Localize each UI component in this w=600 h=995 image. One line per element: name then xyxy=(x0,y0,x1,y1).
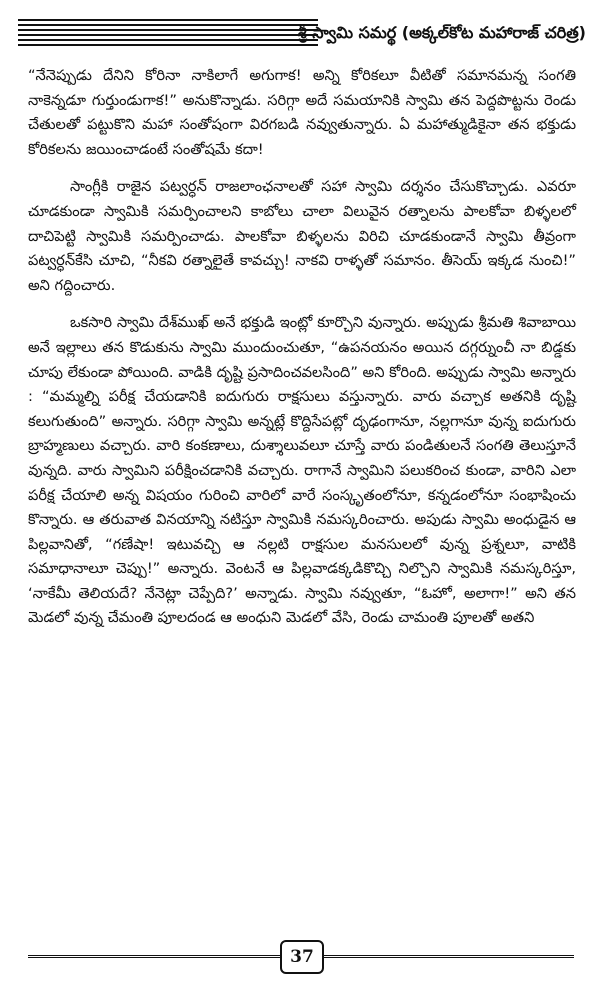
footer-rule xyxy=(28,955,280,958)
paragraph: ఒకసారి స్వామి దేశ్‌ముఖ్ అనే భక్తుడి ఇంట్లో కూర్చొని వున్నారు. అప్పుడు శ్రీమతి శివాబాయి అనే ఇల్లాలు తన కొడుకును స్వామి ముందుంచుతూ, “ఉపనయనం అయిన దగ్గర్నుంచీ నా బిడ్డకు చూపు లేకుండా పోయింది. వాడికి దృష్టి ప్రసాదించవలసింది” అని కోరింది. అప్పుడు స్వామి అన్నారు : “మమ్మల్ని పరీక్ష చేయడానికి ఐదుగురు రాక్షసులు వస్తున్నారు. వారు వచ్చాక అతనికి దృష్టి కలుగుతుంది” అన్నారు. సరిగ్గా స్వామి అన్నట్లే కొద్దిసేపట్లో దృఢంగానూ, నల్లగానూ వున్న ఐదుగురు బ్రాహ్మణులు వచ్చారు. వారి కంకణాలు, దుశ్శాలువలూ చూస్తే వారు పండితులనే సంగతి తెలుస్తూనే వున్నది. వారు స్వామిని పరీక్షించడానికి వచ్చారు. రాగానే స్వామిని పలుకరించ కుండా, వారిని ఎలా పరీక్ష చేయాలి అన్న విషయం గురించి వారిలో వారే సంస్కృతంలోనూ, కన్నడంలోనూ సంభాషించు కొన్నారు. ఆ తరువాత వినయాన్ని నటిస్తూ స్వామికి నమస్కరించారు. అపుడు స్వామి అంధుడైన ఆ పిల్లవానితో, “గణేషా! ఇటువచ్చి ఆ నల్లటి రాక్షసుల మనసులలో వున్న ప్రశ్నలూ, వాటికి సమాధానాలూ చెప్పు!” అన్నారు. వెంటనే ఆ పిల్లవాడక్కడికొచ్చి నిల్చొని స్వామికి నమస్కరిస్తూ, ‘నాకేమీ తెలియదే? నేనెట్లా చెప్పేది?’ అన్నాడు. స్వామి నవ్వుతూ, “ఓహో, అలాగా!” అని తన మెడలో వున్న చేమంతి పూలదండ ఆ అంధుని మెడలో వేసి, రెండు చామంతి పూలతో అతని xyxy=(28,314,576,627)
paragraph: “నేనెప్పుడు దేనిని కోరినా నాకిలాగే అగుగాక! అన్ని కోరికలూ వీటితో సమానమన్న సంగతి నాకెన్నడూ గుర్తుండుగాక!” అనుకొన్నాడు. సరిగ్గా అదే సమయానికి స్వామి తన పెద్దపొట్టను రెండు చేతులతో పట్టుకొని మహా సంతోషంగా విరగబడి నవ్వుతున్నారు. ఏ మహాత్ముడికైనా తన భక్తుడు కోరికలను జయించాడంటే సంతోషమే కదా! xyxy=(28,67,576,158)
running-header xyxy=(18,14,586,54)
paragraph: సాంగ్లీకి రాజైన పట్వర్ధన్ రాజలాంఛనాలతో సహా స్వామి దర్శనం చేసుకొచ్చాడు. ఎవరూ చూడకుండా స్వామికి సమర్పించాలని కాబోలు చాలా విలువైన రత్నాలను పాలకోవా బిళ్ళలలో దాచిపెట్టి స్వామికి సమర్పించాడు. పాలకోవా బిళ్ళలను విరిచి చూడకుండానే స్వామి తీవ్రంగా పట్వర్ధన్‌కేసి చూచి, “నీకవి రత్నాలైతే కావచ్చు! నాకవి రాళ్ళతో సమానం. తీసెయ్ ఇక్కడ నుంచి!” అని గద్దించారు. xyxy=(28,178,576,294)
body-text xyxy=(28,64,576,644)
header-rule-lines xyxy=(18,19,318,49)
header-title: శ్రీ స్వామి సమర్థ (అక్కల్‌కోట మహారాజ్ చరిత్ర) xyxy=(297,23,586,42)
page-number: 37 xyxy=(280,940,324,974)
footer-rule xyxy=(322,955,574,958)
